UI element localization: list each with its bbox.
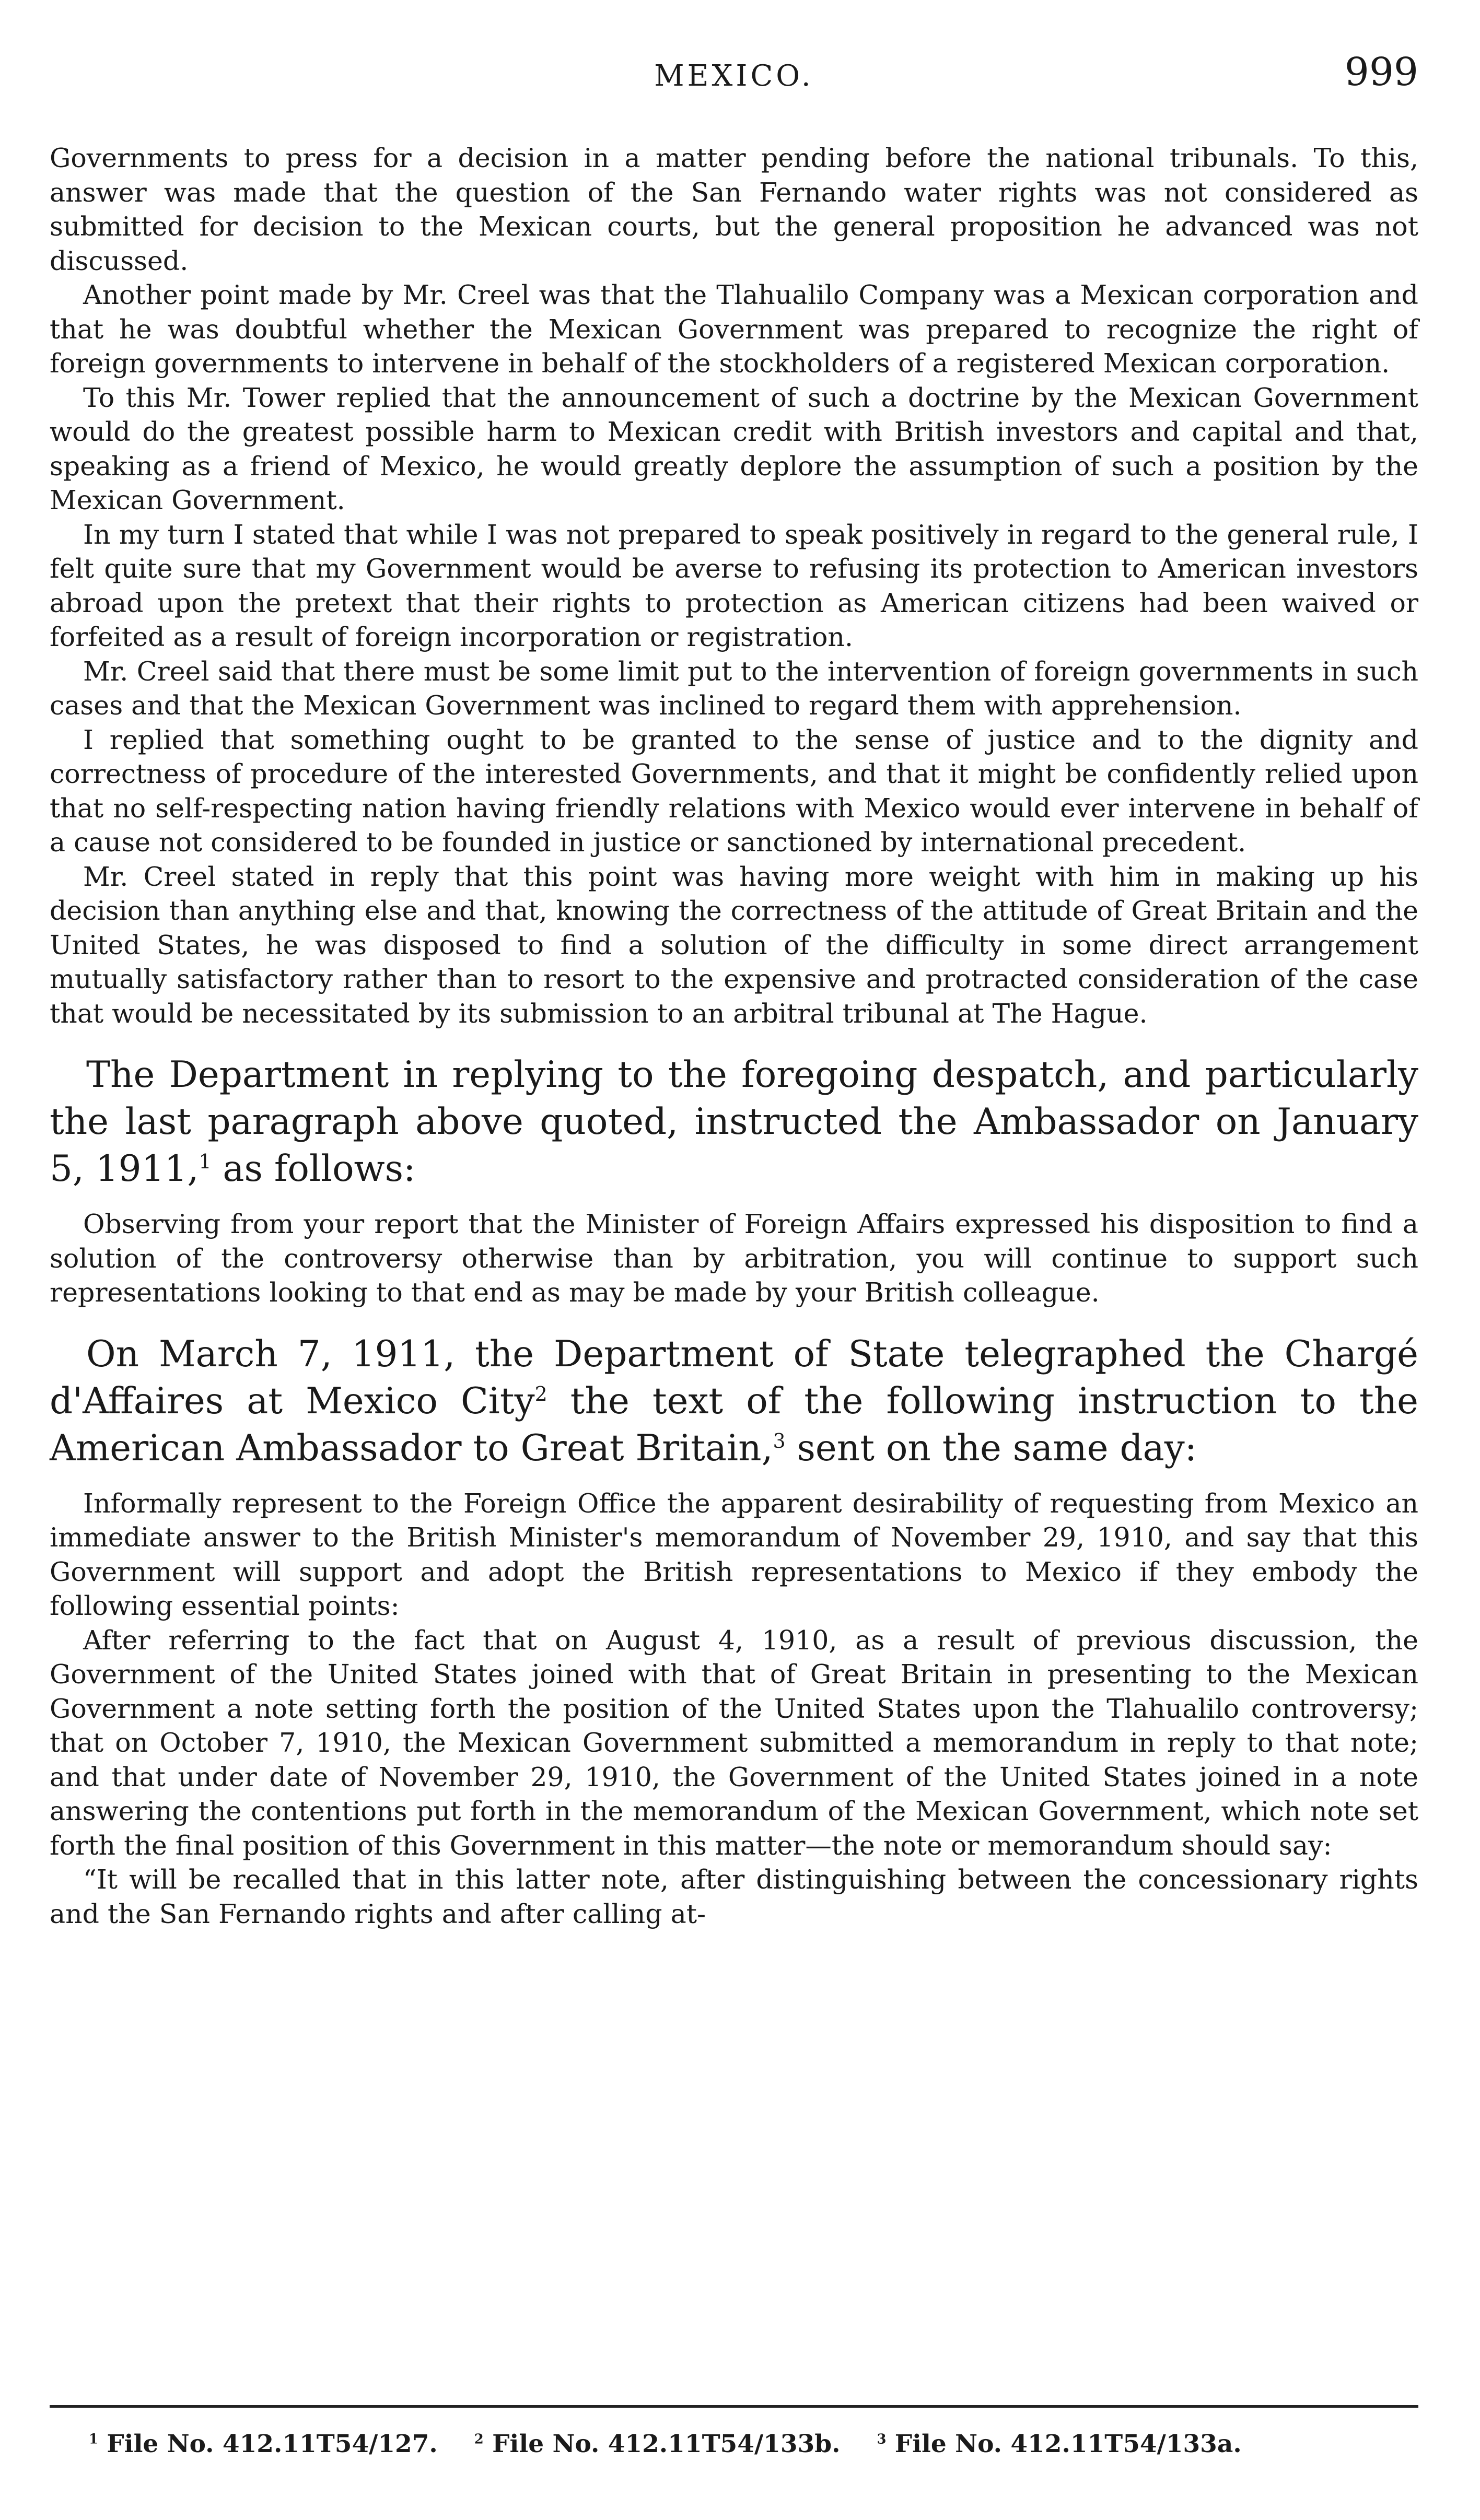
footnote-mark: 2 [474, 2431, 484, 2447]
footnote-mark: 3 [877, 2431, 887, 2447]
running-head [50, 50, 1418, 107]
footnote-text: File No. 412.11T54/133a. [886, 2430, 1242, 2458]
narrative-paragraph [50, 1051, 1418, 1192]
footnote-ref: 1 [199, 1150, 212, 1173]
footnote-ref: 3 [773, 1429, 786, 1452]
page-number: 999 [1344, 50, 1418, 95]
quoted-paragraph: To this Mr. Tower replied that the announcement of such a doctrine by the Mexican Government would do the greatest possible harm to Mexican credit with British investors and capital and that, speaking as a friend of Mexico, he would greatly deplore the assumption of such a position by the Mexican Government. [50, 382, 1418, 515]
quoted-paragraph: Another point made by Mr. Creel was that the Tlahualilo Company was a Mexican corporation and that he was doubtful whether the Mexican Government was prepared to recognize the right of foreign governments to intervene in behalf of the stockholders of a registered Mexican corporation. [50, 279, 1418, 379]
footnote-rule [50, 2405, 1418, 2408]
quoted-paragraph: Governments to press for a decision in a matter pending before the national tribunals. To this, answer was made that the question of the San Fernando water rights was not considered as submitted for decision to the Mexican courts, but the general proposition he advanced was not discussed. [50, 143, 1418, 276]
footnote [474, 2429, 841, 2460]
footnote-text: File No. 412.11T54/127. [98, 2430, 438, 2458]
quoted-paragraph: In my turn I stated that while I was not prepared to speak positively in regard to the general rule, I felt quite sure that my Government would be averse to refusing its protection to American investors abroad upon the pretext that their rights to protection as American citizens had been waived or forfeited as a result of foreign incorporation or registration. [50, 519, 1418, 652]
footnotes [50, 2429, 1418, 2460]
footnote-mark: 1 [89, 2431, 98, 2447]
instruction-paragraph: “It will be recalled that in this latter note, after distinguishing between the concessionary rights and the San Fernando rights and after calling at- [50, 1864, 1418, 1929]
narrative-text: sent on the same day: [785, 1427, 1197, 1469]
narrative-text: the text of the following instruction to the American Ambassador to Great Britain, [50, 1380, 1418, 1469]
narrative-text: On March 7, 1911, the Department of State telegraphed the Chargé d'Affaires at Mexico City [50, 1333, 1418, 1422]
quoted-paragraph: Mr. Creel said that there must be some limit put to the intervention of foreign governments in such cases and that the Mexican Government was inclined to regard them with apprehension. [50, 655, 1418, 721]
footnote [877, 2429, 1241, 2460]
instruction-paragraph: Observing from your report that the Minister of Foreign Affairs expressed his disposition to find a solution of the controversy otherwise than by arbitration, you will continue to support such representations looking to that end as may be made by your British colleague. [50, 1209, 1418, 1308]
instruction-paragraph: Informally represent to the Foreign Office the apparent desirability of requesting from Mexico an immediate answer to the British Minister's memorandum of November 29, 1910, and say that this Government will support and adopt the British representations to Mexico if they embody the following essential points: [50, 1487, 1418, 1621]
page-body [50, 141, 1418, 1931]
footnote-text: File No. 412.11T54/133b. [483, 2430, 841, 2458]
footnote [89, 2429, 438, 2460]
narrative-text: The Department in replying to the foregoing despatch, and particularly the last paragraph above quoted, instructed the Ambassador on January 5, 1911, [50, 1054, 1418, 1190]
narrative-paragraph [50, 1331, 1418, 1472]
narrative-text: as follows: [211, 1148, 416, 1190]
instruction-paragraph: After referring to the fact that on August 4, 1910, as a result of previous discussion, the Government of the United States joined with that of Great Britain in presenting to the Mexican Government a note setting forth the position of the United States upon the Tlahualilo controversy; that on October 7, 1910, the Mexican Government submitted a memorandum in reply to that note; and that under date of November 29, 1910, the Government of the United States joined in a note answering the contentions put forth in the memorandum of the Mexican Government, which note set forth the final position of this Government in this matter—the note or memorandum should say: [50, 1624, 1418, 1861]
quoted-paragraph: Mr. Creel stated in reply that this point was having more weight with him in making up his decision than anything else and that, knowing the correctness of the attitude of Great Britain and the United States, he was disposed to find a solution of the difficulty in some direct arrangement mutually satisfactory rather than to resort to the expensive and protracted consideration of the case that would be necessitated by its submission to an arbitral tribunal at The Hague. [50, 861, 1418, 1029]
quoted-paragraph: I replied that something ought to be granted to the sense of justice and to the dignity and correctness of procedure of the interested Governments, and that it might be confidently relied upon that no self-respecting nation having friendly relations with Mexico would ever intervene in behalf of a cause not considered to be founded in justice or sanctioned by international precedent. [50, 724, 1418, 858]
running-title: MEXICO. [654, 59, 814, 93]
footnote-ref: 2 [534, 1382, 547, 1405]
